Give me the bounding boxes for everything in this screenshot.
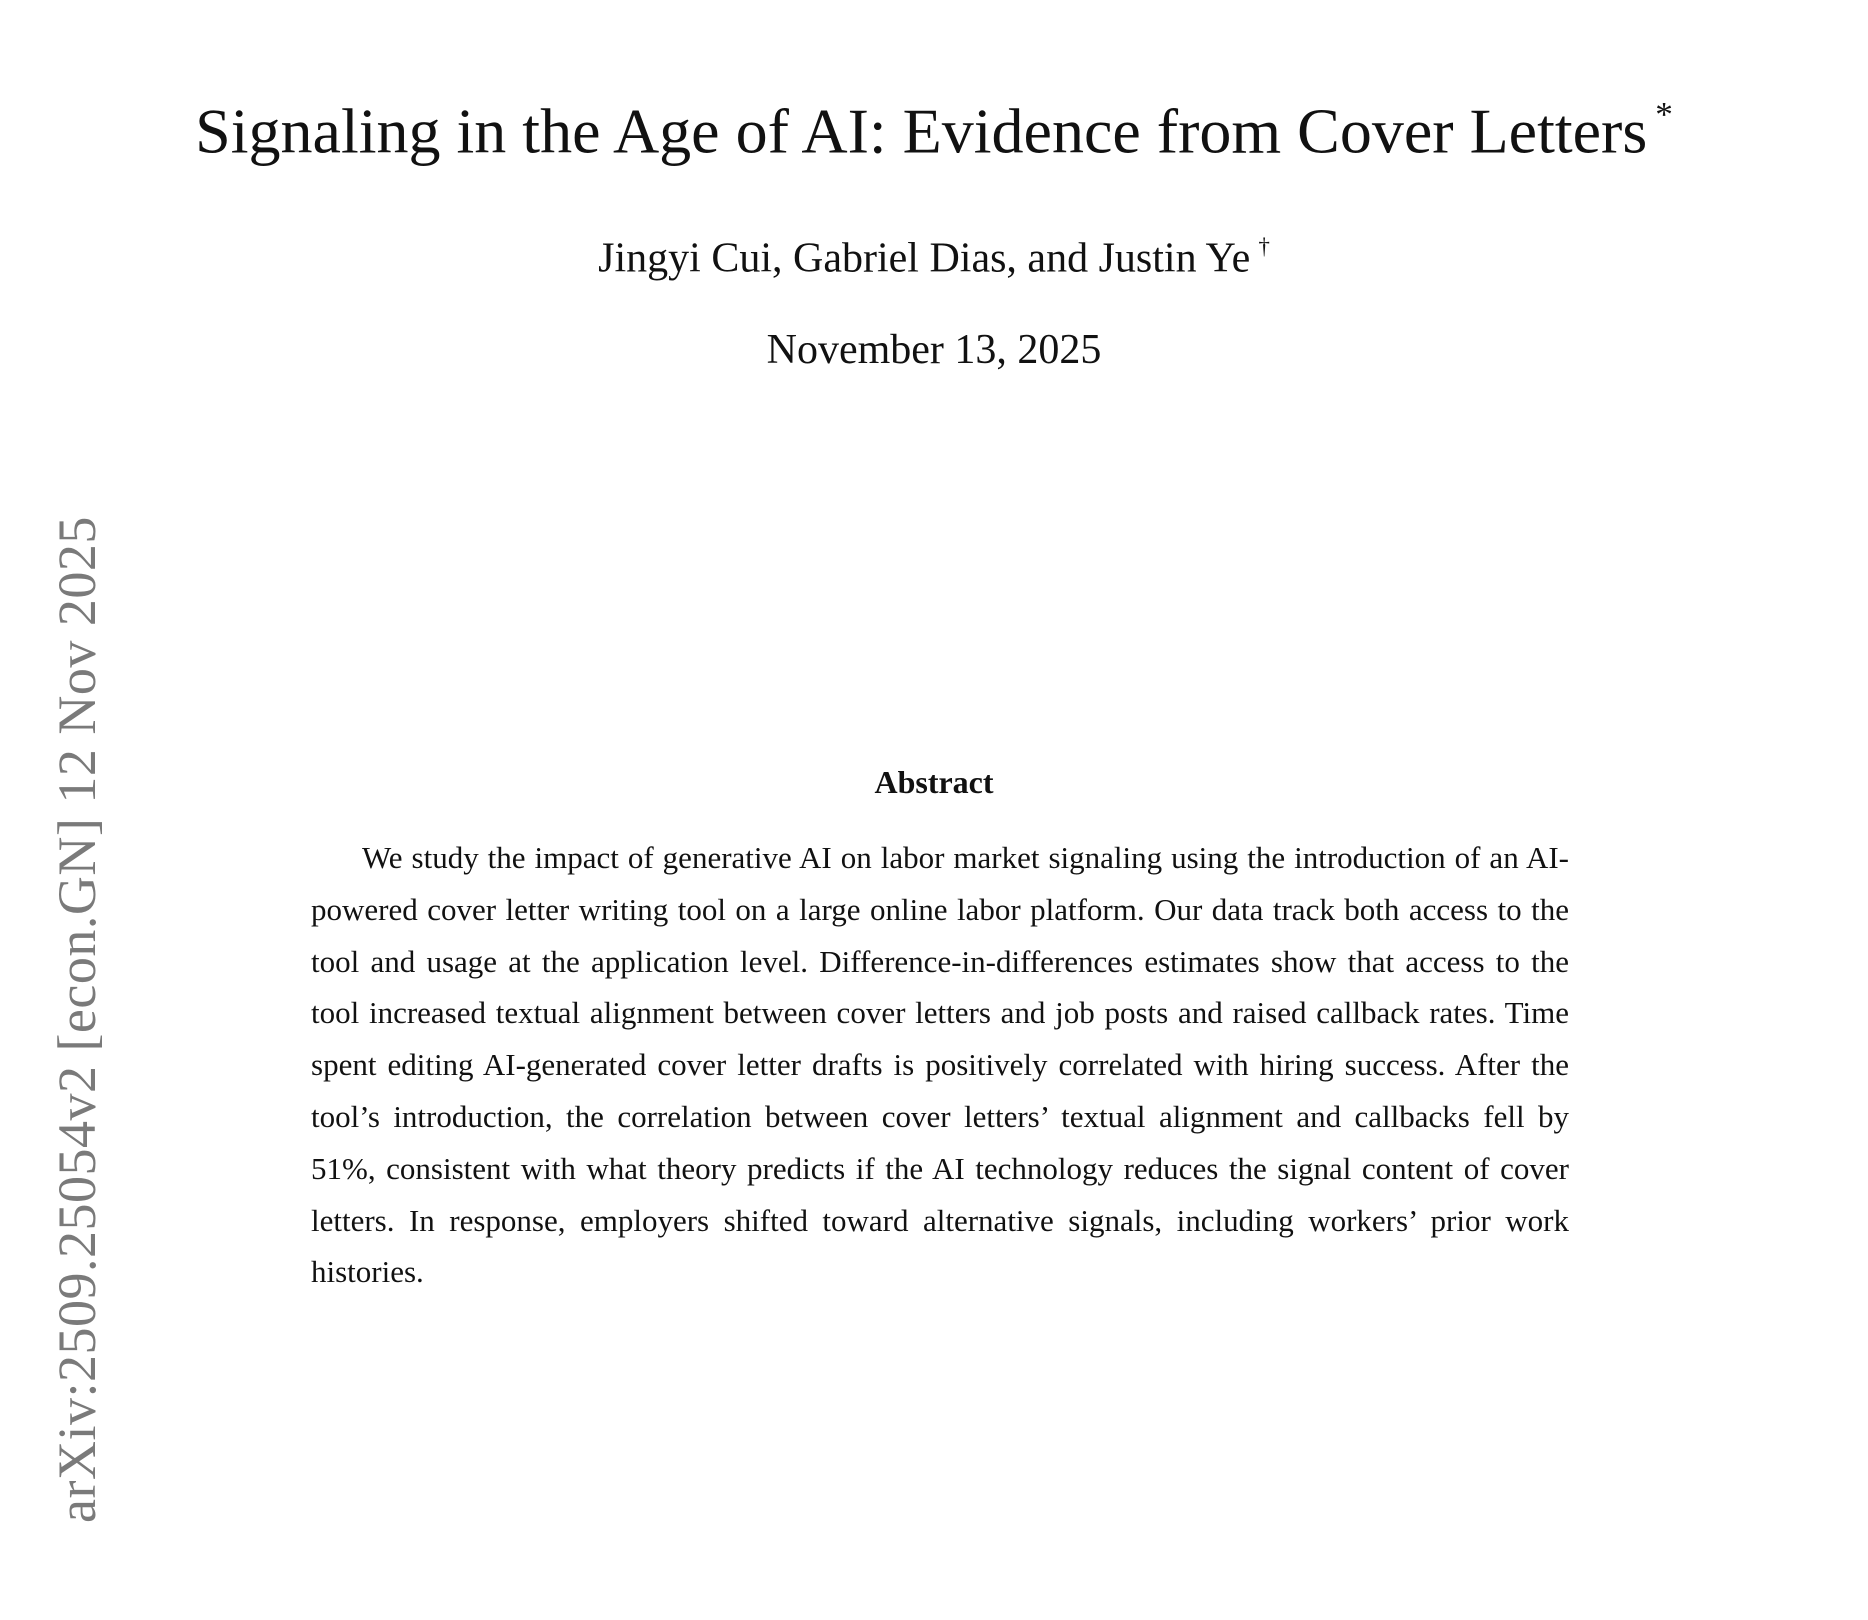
- paper-title: [0, 96, 1868, 167]
- authors-footnote-mark: †: [1258, 233, 1270, 259]
- author-names: Jingyi Cui, Gabriel Dias, and Justin Ye: [598, 235, 1251, 282]
- publication-date: November 13, 2025: [766, 327, 1102, 373]
- paper-title-text: Signaling in the Age of AI: Evidence from Cover Letters: [195, 95, 1648, 167]
- abstract-text: We study the impact of generative AI on labor market signaling using the introduction of an AI-powered cover letter writing tool on a large online labor platform. Our data track both access to the tool and usage at the application level. Difference-in-differences estimates show that access to the tool increased textual alignment between cover letters and job posts and raised callback rates. Time spent editing AI-generated cover letter drafts is positively correlated with hiring success. After the tool’s introduction, the correlation between cover letters’ textual alignment and callbacks fell by 51%, consistent with what theory predicts if the AI technology reduces the signal content of cover letters. In response, employers shifted toward alternative signals, including workers’ prior work histories.: [311, 840, 1569, 1290]
- abstract-heading: Abstract: [874, 764, 994, 800]
- title-footnote-mark: *: [1655, 95, 1673, 134]
- arxiv-identifier-stamp: arXiv:2509.25054v2 [econ.GN] 12 Nov 2025: [47, 516, 107, 1523]
- author-list: [0, 233, 1868, 282]
